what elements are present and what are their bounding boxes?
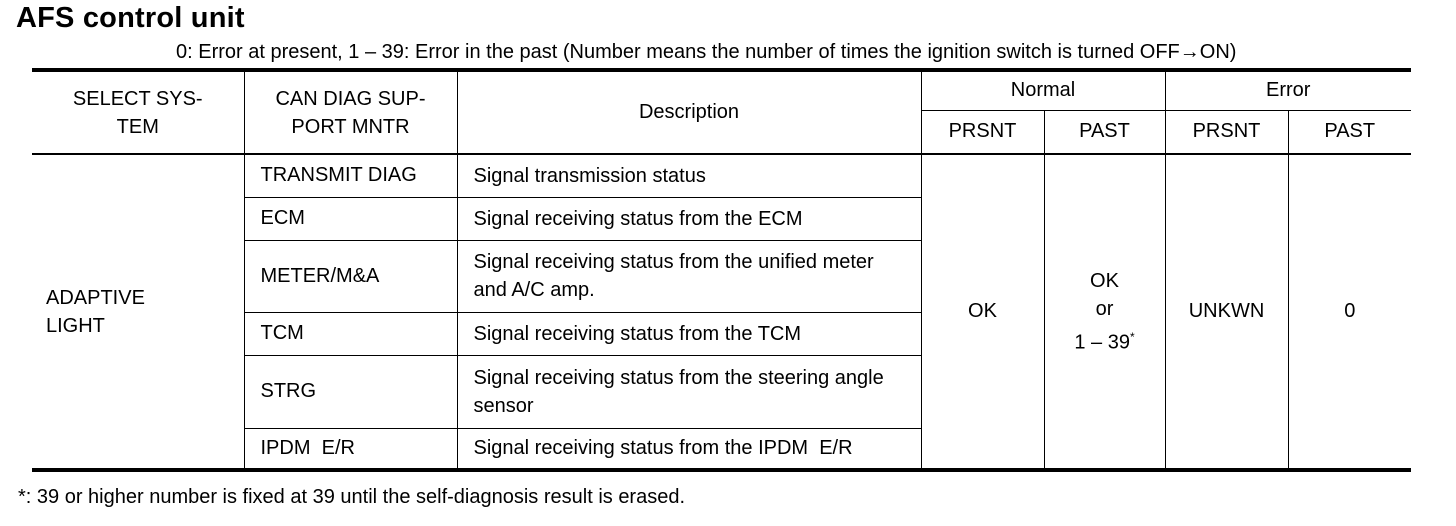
- header-can-diag-support-mntr-label: CAN DIAG SUP-PORT MNTR: [275, 87, 426, 138]
- mntr-cell: IPDM E/R: [244, 428, 457, 470]
- header-description: Description: [457, 70, 921, 154]
- header-select-system-label: SELECT SYS-TEM: [72, 87, 203, 138]
- header-error: Error: [1165, 70, 1411, 110]
- header-normal-past: PAST: [1044, 110, 1165, 154]
- header-error-prsnt: PRSNT: [1165, 110, 1288, 154]
- header-normal: Normal: [921, 70, 1165, 110]
- description-text: Signal receiving status from the unified meter and A/C amp.: [473, 251, 874, 301]
- description-text: Signal receiving status from the steering angle sensor: [473, 366, 884, 417]
- mntr-cell: ECM: [244, 197, 457, 240]
- header-error-past: PAST: [1288, 110, 1411, 154]
- mntr-cell: STRG: [244, 355, 457, 428]
- description-cell: Signal transmission status: [457, 154, 921, 197]
- header-normal-prsnt: PRSNT: [921, 110, 1044, 154]
- normal-past-value: [1044, 154, 1165, 470]
- footnote-marker: *: [1129, 329, 1135, 344]
- mntr-cell: METER/M&A: [244, 240, 457, 312]
- can-diag-table: [32, 68, 1411, 472]
- description-cell: [457, 355, 921, 428]
- error-past-value: 0: [1288, 154, 1411, 470]
- header-can-diag-support-mntr: [244, 70, 457, 154]
- header-row-1: [32, 70, 1411, 110]
- normal-past-line1: OK: [1090, 269, 1119, 292]
- description-cell: Signal receiving status from the TCM: [457, 312, 921, 355]
- normal-past-range: 1 – 39: [1074, 331, 1130, 354]
- footnote: *: 39 or higher number is fixed at 39 until the self-diagnosis result is erased.: [18, 486, 686, 508]
- normal-past-line3: [1045, 323, 1165, 357]
- select-system-cell: [32, 154, 244, 470]
- mntr-cell: TRANSMIT DIAG: [244, 154, 457, 197]
- error-prsnt-value: UNKWN: [1165, 154, 1288, 470]
- header-select-system: [32, 70, 244, 154]
- normal-past-line2: or: [1095, 297, 1114, 320]
- table-row: [32, 154, 1411, 197]
- error-count-note: 0: Error at present, 1 – 39: Error in the past (Number means the number of times the ignition switch is turned OFF→ON): [176, 41, 1237, 63]
- mntr-cell: TCM: [244, 312, 457, 355]
- description-cell: Signal receiving status from the IPDM E/R: [457, 428, 921, 470]
- page-title: AFS control unit: [16, 2, 245, 34]
- normal-prsnt-value: OK: [921, 154, 1044, 470]
- description-cell: [457, 240, 921, 312]
- select-system-value: ADAPTIVE LIGHT: [46, 286, 145, 337]
- description-cell: Signal receiving status from the ECM: [457, 197, 921, 240]
